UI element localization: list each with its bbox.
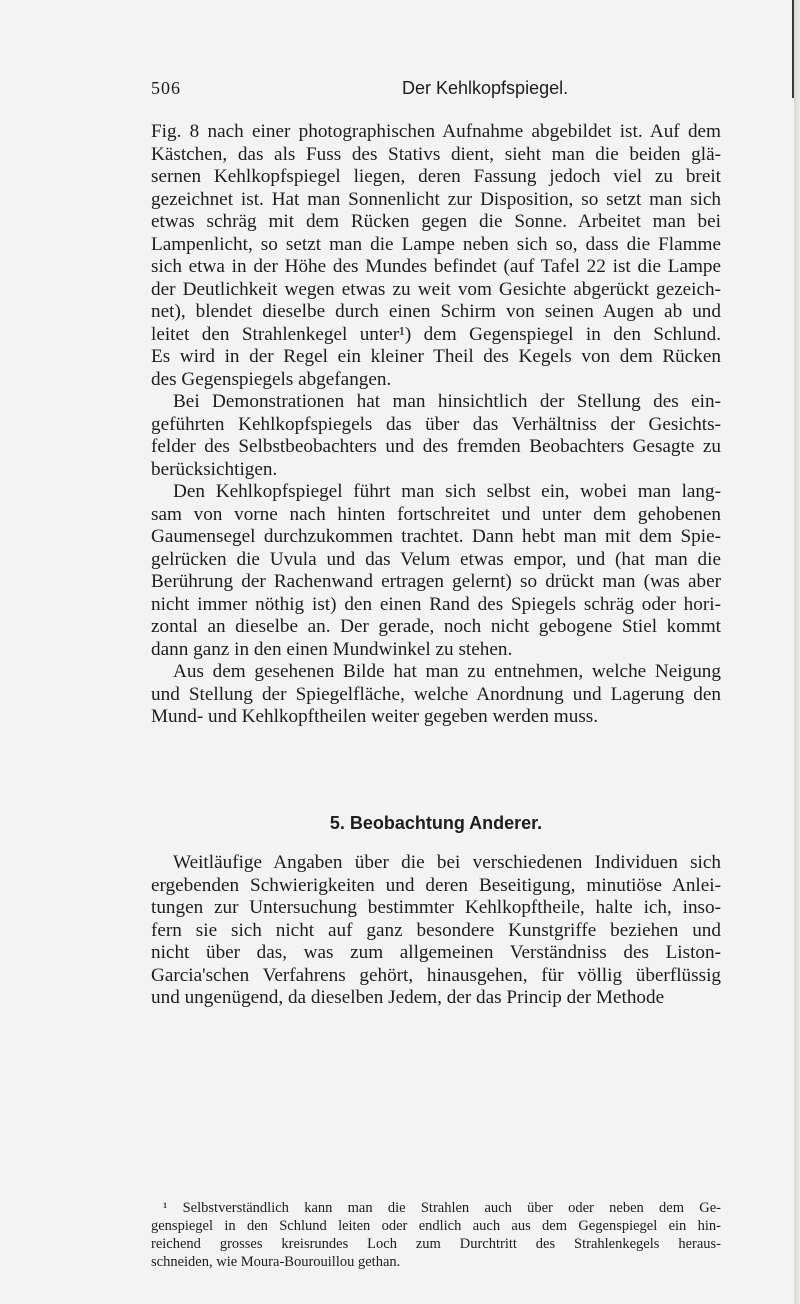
text-line: Garcia'schen Verfahrens gehört, hinausgehen, für völlig überflüssig [151, 964, 721, 986]
text-line: fern sie sich nicht auf ganz besondere Kunstgriffe beziehen und [151, 919, 721, 941]
text-line: tungen zur Untersuchung bestimmter Kehlkopftheile, halte ich, inso- [151, 897, 721, 918]
text-line: felder des Selbstbeobachters und des fremden Beobachters Gesagte zu [151, 436, 721, 457]
text-line: Den Kehlkopfspiegel führt man sich selbst ein, wobei man lang- [173, 481, 721, 502]
text-line: Berührung der Rachenwand ertragen gelernt) so drückt man (was aber [151, 571, 721, 592]
text-line: ergebenden Schwierigkeiten und deren Beseitigung, minutiöse Anlei- [151, 874, 721, 896]
text-line: Lampenlicht, so setzt man die Lampe neben sich so, dass die Flamme [151, 233, 721, 255]
text-line: nicht über das, was zum allgemeinen Verständniss des Liston- [151, 942, 721, 963]
text-line: der Deutlichkeit wegen etwas zu weit vom Gesichte abgerückt gezeich- [151, 278, 721, 300]
text-line: Mund- und Kehlkopftheilen weiter gegeben werden muss. [151, 706, 599, 727]
text-line: und Stellung der Spiegelfläche, welche Anordnung und Lagerung den [151, 683, 721, 705]
text-line: und ungenügend, da dieselben Jedem, der das Princip der Methode [151, 987, 665, 1008]
text-line: net), blendet dieselbe durch einen Schirm von seinen Augen ab und [151, 301, 721, 322]
page-number: 506 [151, 78, 181, 98]
section-text [151, 852, 721, 1010]
page-edge-line [792, 0, 794, 98]
text-line: Es wird in der Regel ein kleiner Theil des Kegels von dem Rücken [151, 346, 721, 367]
text-line: nicht immer nöthig ist) den einen Rand des Spiegels schräg oder hori- [151, 593, 721, 615]
footnote [151, 1199, 721, 1271]
text-line: Kästchen, das als Fuss des Stativs dient, sieht man die beiden glä- [151, 143, 721, 165]
text-line: etwas schräg mit dem Rücken gegen die Sonne. Arbeitet man bei [151, 211, 721, 232]
main-text [151, 121, 721, 729]
text-line: Fig. 8 nach einer photographischen Aufnahme abgebildet ist. Auf dem [151, 121, 721, 142]
text-line: Aus dem gesehenen Bilde hat man zu entnehmen, welche Neigung [173, 661, 721, 682]
text-line: berücksichtigen. [151, 458, 278, 480]
text-line: sich etwa in der Höhe des Mundes befindet (auf Tafel 22 ist die Lampe [151, 256, 721, 277]
text-line: gezeichnet ist. Hat man Sonnenlicht zur Disposition, so setzt man sich [151, 188, 721, 210]
page-edge-shadow [794, 0, 800, 1304]
footnote-line: ¹ Selbstverständlich kann man die Strahlen auch über oder neben dem Ge- [163, 1200, 721, 1216]
footnote-line: schneiden, wie Moura-Bourouillou gethan. [151, 1254, 401, 1270]
footnote-line: reichend grosses kreisrundes Loch zum Durchtritt des Strahlenkegels heraus- [151, 1236, 721, 1252]
text-line: sam von vorne nach hinten fortschreitet und unter dem gehobenen [151, 503, 721, 525]
text-line: geführten Kehlkopfspiegels das über das Verhältniss der Gesichts- [151, 413, 721, 435]
text-line: Gaumensegel durchzukommen trachtet. Dann hebt man mit dem Spie- [151, 526, 721, 547]
running-head: Der Kehlkopfspiegel. [402, 78, 569, 98]
text-line: gelrücken die Uvula und das Velum etwas empor, und (hat man die [151, 548, 721, 570]
section-heading: 5. Beobachtung Anderer. [329, 813, 543, 833]
text-line: zontal an dieselbe an. Der gerade, noch nicht gebogene Stiel kommt [151, 616, 721, 637]
text-line: Bei Demonstrationen hat man hinsichtlich der Stellung des ein- [173, 391, 721, 412]
text-line: dann ganz in den einen Mundwinkel zu stehen. [151, 638, 513, 660]
footnote-line: genspiegel in den Schlund leiten oder endlich auch aus dem Gegenspiegel ein hin- [151, 1218, 721, 1234]
text-line: sernen Kehlkopfspiegel liegen, deren Fassung jedoch viel zu breit [151, 166, 721, 187]
page-header [151, 78, 721, 104]
text-line: des Gegenspiegels abgefangen. [151, 368, 392, 390]
text-line: leitet den Strahlenkegel unter¹) dem Gegenspiegel in den Schlund. [151, 323, 721, 345]
text-line: Weitläufige Angaben über die bei verschiedenen Individuen sich [173, 852, 721, 873]
